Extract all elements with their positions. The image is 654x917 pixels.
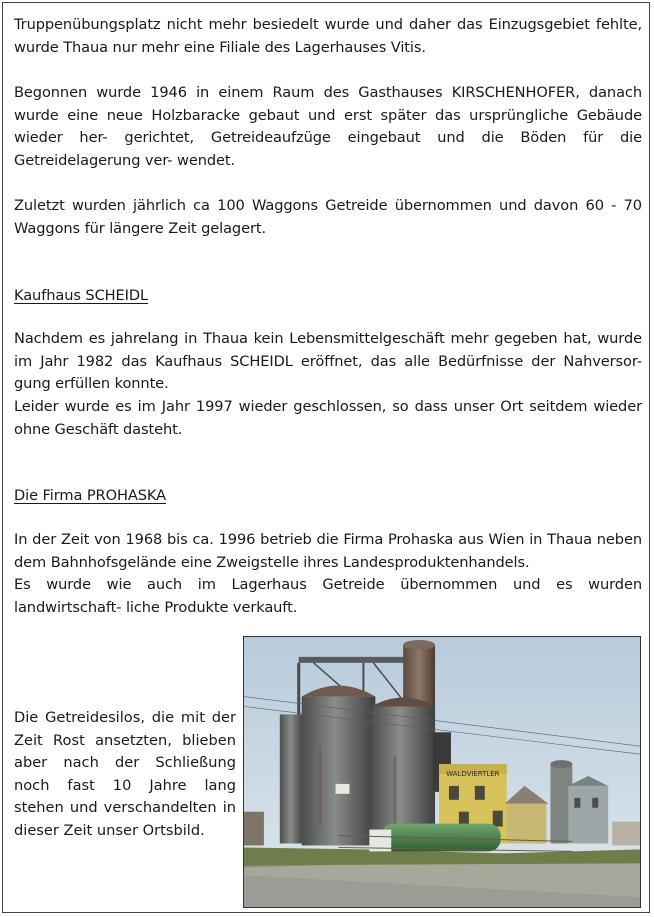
paragraph-4: Nachdem es jahrelang in Thaua kein Lebensmittelgeschäft mehr gegeben hat, wurde im Jahr 1982 das Kaufhaus SCHEIDL eröffnet, das alle Bedürfnisse der Nahversor- gung erfüllen konnte. [14, 330, 642, 392]
silo-photo-illustration [244, 637, 640, 907]
grain-silos-photo [243, 636, 641, 908]
paragraph-2: Begonnen wurde 1946 in einem Raum des Gasthauses KIRSCHENHOFER, danach wurde eine neue Holzbaracke gebaut und erst später das ursprüngliche Gebäude wieder her- gerichtet, Getreideaufzüge eingebaut und die Böden für die Getreidelagerung ver- wendet. [14, 84, 642, 169]
photo-caption: Die Getreidesilos, die mit der Zeit Rost ansetzten, blieben aber nach der Schließung noch fast 10 Jahre lang stehen und verschandelten in dieser Zeit unser Ortsbild. [14, 709, 236, 839]
paragraph-1: Truppenübungsplatz nicht mehr besiedelt wurde und daher das Einzugsgebiet fehlte, wurde Thaua nur mehr eine Filiale des Lagerhauses Vitis. [14, 16, 642, 56]
paragraph-3: Zuletzt wurden jährlich ca 100 Waggons Getreide übernommen und davon 60 - 70 Waggons für längere Zeit gelagert. [14, 197, 642, 237]
building-sign-text: WALDVIERTLER [446, 769, 500, 778]
heading-kaufhaus-scheidl: Kaufhaus SCHEIDL [14, 287, 149, 304]
paragraph-6: In der Zeit von 1968 bis ca. 1996 betrieb die Firma Prohaska aus Wien in Thaua neben dem Bahnhofsgelände eine Zweigstelle ihres Landesproduktenhandels. [14, 531, 642, 571]
paragraph-7: Es wurde wie auch im Lagerhaus Getreide übernommen und es wurden landwirtschaft- liche Produkte verkauft. [14, 576, 642, 616]
paragraph-5: Leider wurde es im Jahr 1997 wieder geschlossen, so dass unser Ort seitdem wieder ohne Geschäft dasteht. [14, 398, 642, 438]
heading-firma-prohaska: Die Firma PROHASKA [14, 487, 166, 504]
